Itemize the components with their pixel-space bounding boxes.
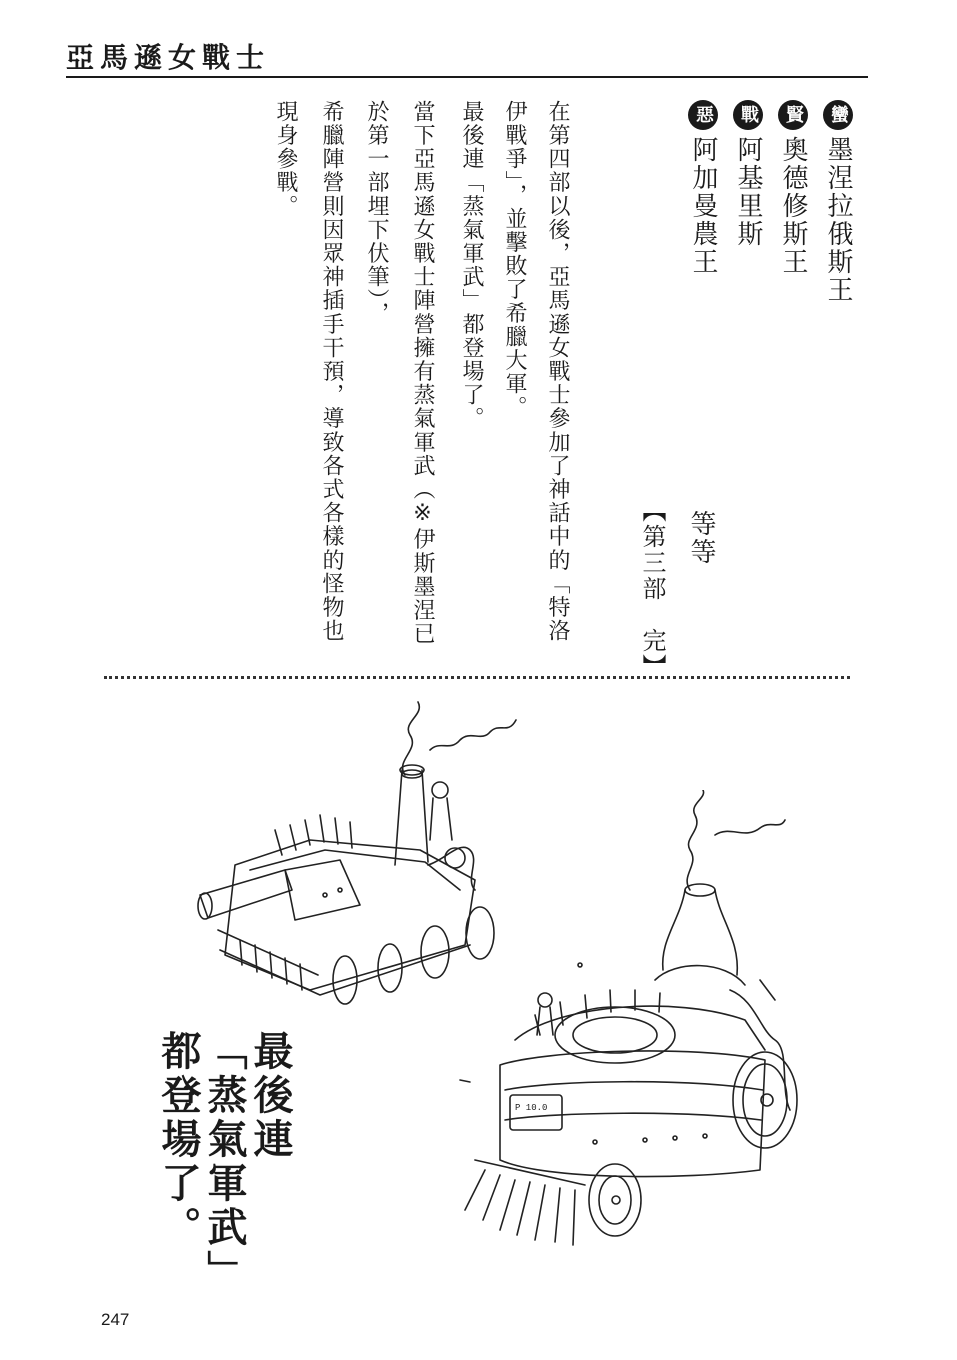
body-column: 最後連「蒸氣軍武」都登場了。 xyxy=(459,100,484,431)
etc-text: 等等 xyxy=(686,510,716,566)
page-number: 247 xyxy=(101,1310,130,1329)
body-column: 在第四部以後，亞馬遜女戰士參加了神話中的「特洛 xyxy=(545,100,570,643)
character-entry xyxy=(778,100,808,276)
section-divider xyxy=(104,676,850,679)
character-entry xyxy=(733,100,763,248)
header-rule xyxy=(66,76,868,78)
part-end-marker: 【第三部 完】 xyxy=(638,498,666,680)
caption-line: 都登場了。 xyxy=(155,1030,202,1250)
body-column: 希臘陣營則因眾神插手干預，導致各式各樣的怪物也 xyxy=(319,100,344,643)
character-name: 奧德修斯王 xyxy=(778,136,808,276)
body-column: 現身參戰。 xyxy=(273,100,298,218)
caption-line: 最後連 xyxy=(247,1030,294,1162)
body-column: 當下亞馬遜女戰士陣營擁有蒸氣軍武（※伊斯墨涅已 xyxy=(410,100,435,646)
character-entry xyxy=(823,100,853,304)
character-badge: 惡 xyxy=(688,100,718,130)
steam-locomotive-sketch xyxy=(445,790,825,1250)
body-column: 於第一部埋下伏筆）， xyxy=(364,100,389,325)
caption-line: 「蒸氣軍武」 xyxy=(201,1030,248,1294)
body-column: 伊戰爭」，並擊敗了希臘大軍。 xyxy=(502,100,527,420)
character-name: 阿加曼農王 xyxy=(688,136,718,276)
character-entry xyxy=(688,100,718,276)
character-badge: 戰 xyxy=(733,100,763,130)
character-badge: 蠻 xyxy=(823,100,853,130)
character-name: 墨涅拉俄斯王 xyxy=(823,136,853,304)
character-badge: 賢 xyxy=(778,100,808,130)
character-name: 阿基里斯 xyxy=(733,136,763,248)
book-title: 亞馬遜女戰士 xyxy=(66,41,271,74)
meter-readout: P 10.0 xyxy=(515,1103,548,1113)
